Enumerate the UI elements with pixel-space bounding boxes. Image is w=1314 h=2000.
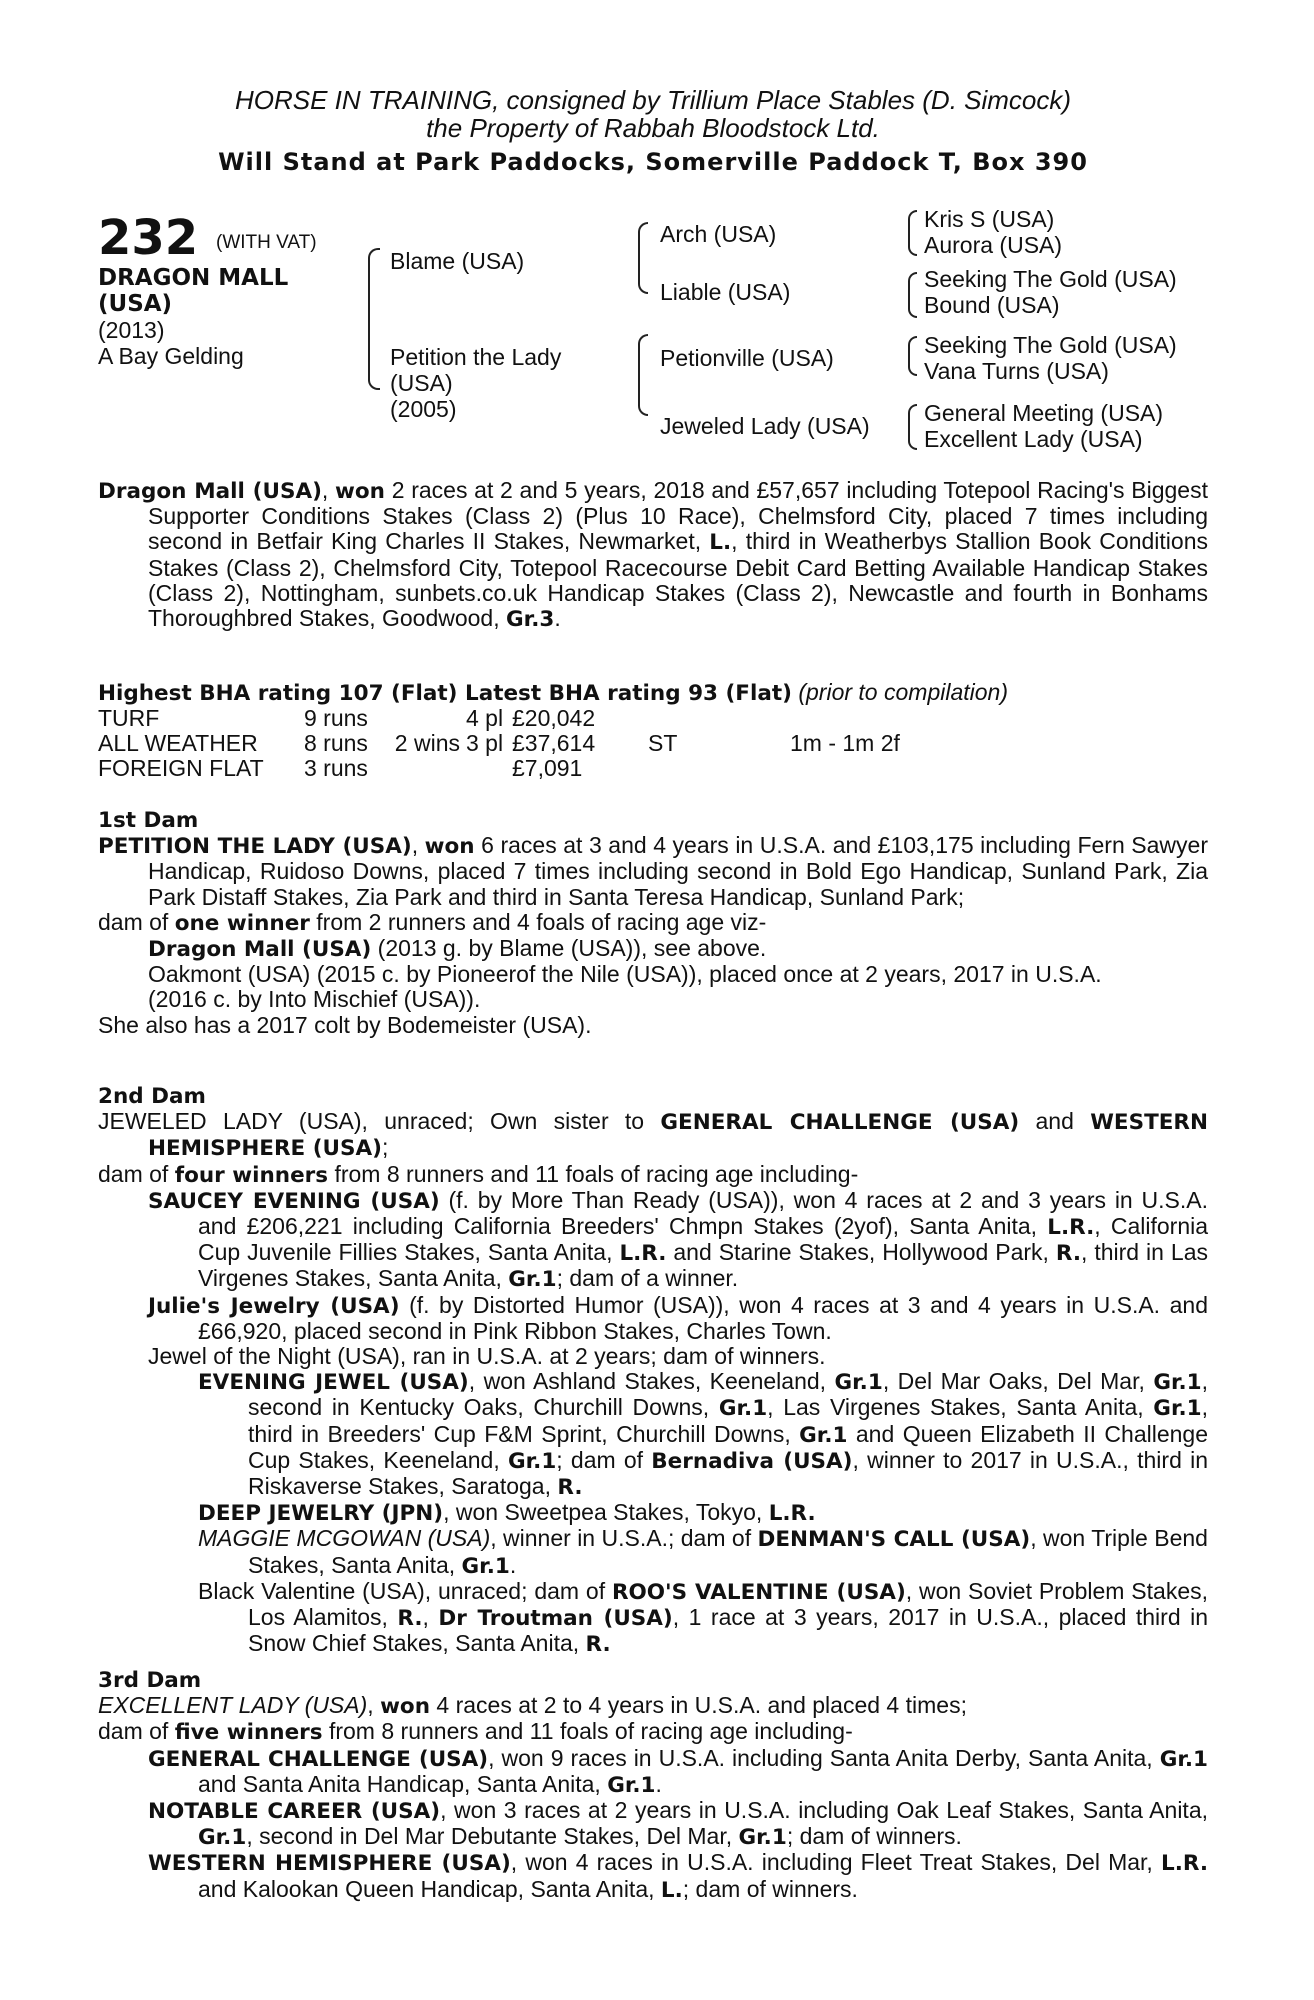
pedigree-dam-country: (USA): [390, 370, 453, 396]
pedigree-brace-4: [908, 210, 917, 256]
second-dam-section: [98, 1084, 1208, 1657]
second-dam-produce-summary: dam of four winners from 8 runners and 11 foals of racing age including-: [98, 1160, 859, 1188]
second-dam-produce-saucey: SAUCEY EVENING (USA) (f. by More Than Ready (USA)), won 4 races at 2 and 3 years in U.S.A. and £206,221 including California Breeders' Chmpn Stakes (2yof), Santa Anita, L.R., California Cup Juvenile Fillies Stakes, Santa Anita, L.R. and Starine Stakes, Hollywood Park, R., third in Las Virgenes Stakes, Santa Anita, Gr.1; dam of a winner.: [148, 1186, 1209, 1293]
pedigree-brace-7: [908, 404, 917, 450]
first-dam-also: She also has a 2017 colt by Bodemeister (USA).: [98, 1011, 592, 1038]
second-dam-produce-jewel: Jewel of the Night (USA), ran in U.S.A. at 2 years; dam of winners.: [148, 1343, 826, 1370]
header-property: the Property of Rabbah Bloodstock Ltd.: [426, 113, 880, 143]
horse-name-block: [98, 265, 288, 317]
horse-year: (2013): [98, 317, 165, 343]
horse-country: (USA): [98, 291, 173, 317]
pedigree-brace-dam: [638, 334, 648, 416]
pedigree-sds: Seeking The Gold (USA): [924, 266, 1177, 292]
first-dam-produce-2: Oakmont (USA) (2015 c. by Pioneerof the Nile (USA)), placed once at 2 years, 2017 in U.S.A.: [148, 961, 1102, 988]
lot-number: 232: [98, 210, 199, 266]
pedigree-ssd: Aurora (USA): [924, 232, 1063, 258]
third-dam-record: EXCELLENT LADY (USA), won 4 races at 2 to 4 years in U.S.A. and placed 4 times;: [98, 1692, 967, 1720]
third-dam-section: [98, 1668, 1208, 1903]
pedigree-brace-sire: [638, 222, 648, 294]
pedigree-ddd: Excellent Lady (USA): [924, 426, 1143, 452]
third-dam-produce-nc: NOTABLE CAREER (USA), won 3 races at 2 years in U.S.A. including Oak Leaf Stakes, Santa Anita, Gr.1, second in Del Mar Debutante Stakes, Del Mar, Gr.1; dam of winners.: [148, 1797, 1209, 1851]
table-row: ALL WEATHER 8 runs 2 wins 3 pl £37,614 ST 1m - 1m 2f: [98, 730, 900, 757]
third-dam-produce-summary: dam of five winners from 8 runners and 11 foals of racing age including-: [98, 1718, 853, 1746]
table-row: TURF 9 runs 4 pl £20,042: [98, 705, 596, 732]
pedigree-dam-sire: Petionville (USA): [660, 345, 834, 371]
third-dam-produce-gc: GENERAL CHALLENGE (USA), won 9 races in U.S.A. including Santa Anita Derby, Santa Anita, Gr.1 and Santa Anita Handicap, Santa Anita, Gr.1.: [148, 1744, 1208, 1798]
pedigree-brace-5: [908, 272, 917, 318]
second-dam-produce-julies: Julie's Jewelry (USA) (f. by Distorted Humor (USA)), won 4 races at 3 and 4 years in U.S.A. and £66,920, placed second in Pink Ribbon Stakes, Charles Town.: [148, 1291, 1208, 1344]
pedigree-dsd: Vana Turns (USA): [924, 358, 1109, 384]
jewel-produce-deep: DEEP JEWELRY (JPN), won Sweetpea Stakes, Tokyo, L.R.: [198, 1499, 816, 1527]
pedigree-dam-dam: Jeweled Lady (USA): [660, 413, 870, 439]
first-dam-produce-3: (2016 c. by Into Mischief (USA)).: [148, 986, 481, 1013]
jewel-produce-maggie: MAGGIE MCGOWAN (USA), winner in U.S.A.; dam of DENMAN'S CALL (USA), won Triple Bend Stakes, Santa Anita, Gr.1.: [198, 1525, 1208, 1579]
race-record-paragraph: Dragon Mall (USA), won 2 races at 2 and 5 years, 2018 and £57,657 including Totepool Racing's Biggest Supporter Conditions Stakes (Class 2) (Plus 10 Race), Chelmsford City, placed 7 times including second in Betfair King Charles II Stakes, Newmarket, L., third in Weatherbys Stallion Book Conditions Stakes (Class 2), Chelmsford City, Totepool Racecourse Debit Card Betting Available Handicap Stakes (Class 2), Nottingham, sunbets.co.uk Handicap Stakes (Class 2), Newcastle and fourth in Bonhams Thoroughbred Stakes, Goodwood, Gr.3.: [98, 477, 1208, 633]
first-dam-produce-summary: dam of one winner from 2 runners and 4 foals of racing age viz-: [98, 908, 767, 936]
header-consignor: HORSE IN TRAINING, consigned by Trillium Place Stables (D. Simcock): [234, 85, 1072, 115]
header-location: Will Stand at Park Paddocks, Somerville Paddock T, Box 390: [218, 148, 1088, 176]
third-dam-produce-wh: WESTERN HEMISPHERE (USA), won 4 races in U.S.A. including Fleet Treat Stakes, Del Mar, L.R. and Kalookan Queen Handicap, Santa Anita, L.; dam of winners.: [148, 1849, 1208, 1903]
pedigree-dam: Petition the Lady: [390, 344, 562, 370]
first-dam-produce-1: Dragon Mall (USA) (2013 g. by Blame (USA)), see above.: [148, 935, 767, 963]
lot-vat: (WITH VAT): [216, 232, 317, 253]
second-dam-heading: 2nd Dam: [98, 1084, 206, 1109]
horse-name: DRAGON MALL: [98, 265, 289, 291]
pedigree-dss: Seeking The Gold (USA): [924, 332, 1177, 358]
jewel-produce-black: Black Valentine (USA), unraced; dam of ROO'S VALENTINE (USA), won Soviet Problem Stakes, Los Alamitos, R., Dr Troutman (USA), 1 race at 3 years, 2017 in U.S.A., placed third in Snow Chief Stakes, Santa Anita, R.: [198, 1577, 1209, 1658]
pedigree-sdd: Bound (USA): [924, 292, 1060, 318]
first-dam-record: PETITION THE LADY (USA), won 6 races at 3 and 4 years in U.S.A. and £103,175 including Fern Sawyer Handicap, Ruidoso Downs, placed 7 times including second in Bold Ego Handicap, Sunland Park, Zia Park Distaff Stakes, Zia Park and third in Santa Teresa Handicap, Sunland Park;: [98, 832, 1208, 910]
third-dam-heading: 3rd Dam: [98, 1668, 202, 1693]
pedigree-sss: Kris S (USA): [924, 206, 1055, 232]
pedigree-dam-year: (2005): [390, 396, 457, 422]
pedigree-sire: Blame (USA): [390, 248, 525, 274]
pedigree-sire-sire: Arch (USA): [660, 221, 777, 247]
horse-description: A Bay Gelding: [98, 343, 244, 369]
pedigree-brace-main: [368, 248, 380, 390]
ratings-section: [98, 680, 1208, 781]
runs-table: [98, 706, 900, 781]
first-dam-section: [98, 808, 1208, 1038]
table-row: FOREIGN FLAT 3 runs £7,091: [98, 755, 583, 782]
pedigree-dds: General Meeting (USA): [924, 400, 1164, 426]
second-dam-record: JEWELED LADY (USA), unraced; Own sister to GENERAL CHALLENGE (USA) and WESTERN HEMISPHERE (USA);: [98, 1108, 1208, 1162]
ratings-line: Highest BHA rating 107 (Flat) Latest BHA rating 93 (Flat) (prior to compilation): [98, 679, 1008, 706]
jewel-produce-evening: EVENING JEWEL (USA), won Ashland Stakes, Keeneland, Gr.1, Del Mar Oaks, Del Mar, Gr.1, second in Kentucky Oaks, Churchill Downs, Gr.1, Las Virgenes Stakes, Santa Anita, Gr.1, third in Breeders' Cup F&M Sprint, Churchill Downs, Gr.1 and Queen Elizabeth II Challenge Cup Stakes, Keeneland, Gr.1; dam of Bernadiva (USA), winner to 2017 in U.S.A., third in Riskaverse Stakes, Saratoga, R.: [198, 1368, 1209, 1501]
first-dam-heading: 1st Dam: [98, 808, 199, 833]
race-record: [98, 478, 1208, 632]
pedigree-brace-6: [908, 336, 917, 376]
pedigree-sire-dam: Liable (USA): [660, 279, 791, 305]
